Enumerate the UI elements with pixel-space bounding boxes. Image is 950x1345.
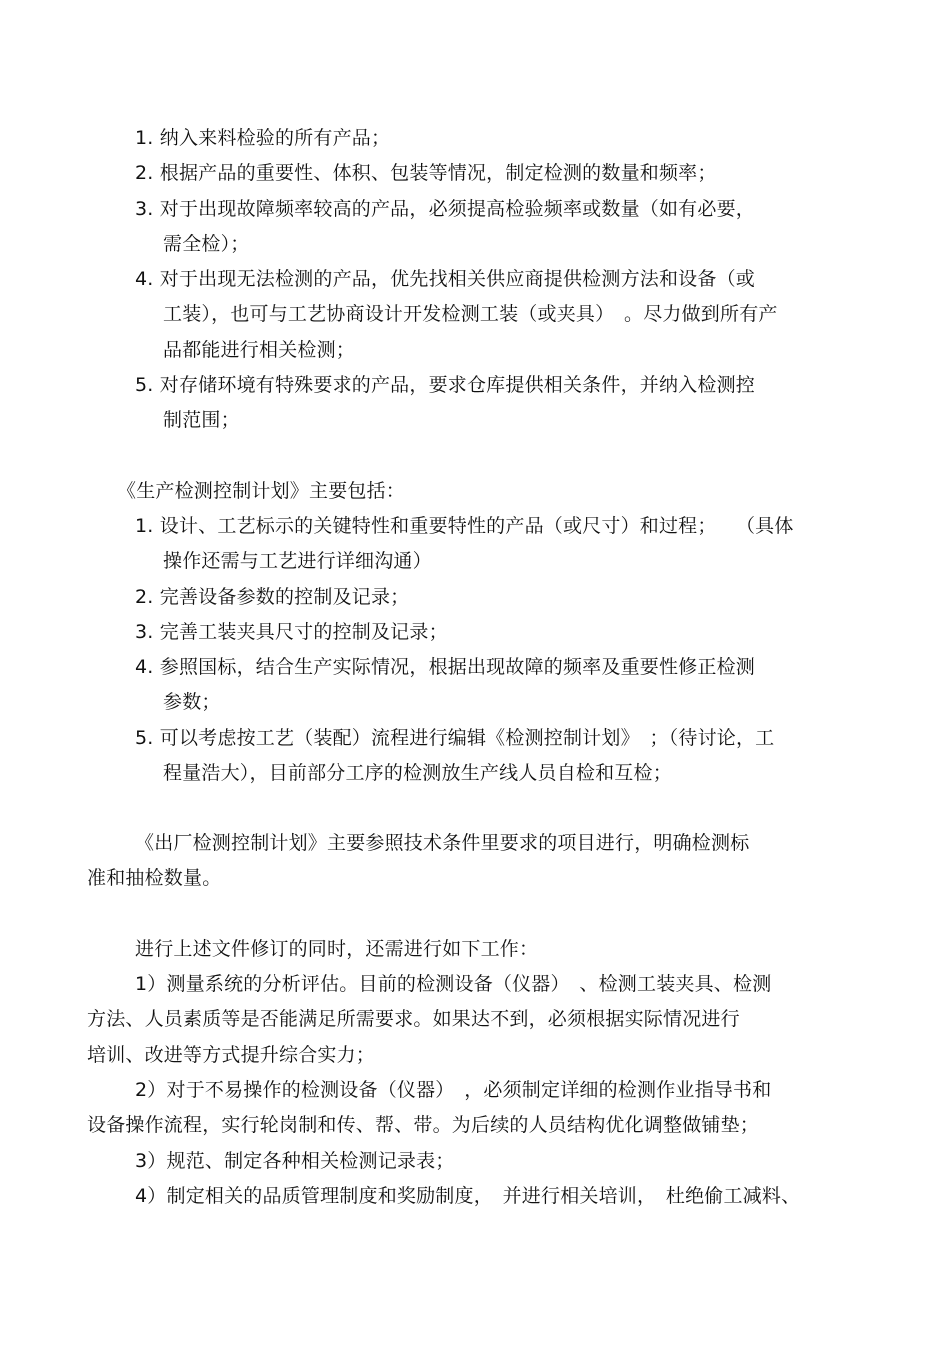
outgoing-para-line-2: 准和抽检数量。 bbox=[87, 867, 222, 889]
outgoing-para-line-1: 《出厂检测控制计划》主要参照技术条件里要求的项目进行，明确检测标 bbox=[135, 832, 750, 854]
work-item-1: 1）测量系统的分析评估。目前的检测设备（仪器） 、检测工装夹具、检测 bbox=[135, 973, 772, 995]
incoming-item-5-cont: 制范围； bbox=[163, 409, 240, 431]
production-item-5: 5. 可以考虑按工艺（装配）流程进行编辑《检测控制计划》 ；（待讨论，工 bbox=[135, 727, 775, 749]
production-item-4-cont: 参数； bbox=[163, 691, 221, 713]
work-intro: 进行上述文件修订的同时，还需进行如下工作： bbox=[135, 938, 539, 960]
incoming-item-4-cont-1: 工装），也可与工艺协商设计开发检测工装（或夹具） 。尽力做到所有产 bbox=[163, 303, 778, 325]
work-item-1-cont-2: 培训、改进等方式提升综合实力； bbox=[87, 1044, 376, 1066]
incoming-item-4: 4. 对于出现无法检测的产品，优先找相关供应商提供检测方法和设备（或 bbox=[135, 268, 755, 290]
work-item-2: 2）对于不易操作的检测设备（仪器） ，必须制定详细的检测作业指导书和 bbox=[135, 1079, 772, 1101]
incoming-item-5: 5. 对存储环境有特殊要求的产品，要求仓库提供相关条件，并纳入检测控 bbox=[135, 374, 755, 396]
incoming-item-3: 3. 对于出现故障频率较高的产品，必须提高检验频率或数量（如有必要， bbox=[135, 198, 755, 220]
production-item-4: 4. 参照国标，结合生产实际情况，根据出现故障的频率及重要性修正检测 bbox=[135, 656, 755, 678]
work-item-1-cont-1: 方法、人员素质等是否能满足所需要求。如果达不到，必须根据实际情况进行 bbox=[87, 1008, 740, 1030]
incoming-item-1: 1. 纳入来料检验的所有产品； bbox=[135, 127, 391, 149]
production-item-1: 1. 设计、工艺标示的关键特性和重要特性的产品（或尺寸）和过程； （具体 bbox=[135, 515, 794, 537]
incoming-item-4-cont-2: 品都能进行相关检测； bbox=[163, 339, 356, 361]
production-item-2: 2. 完善设备参数的控制及记录； bbox=[135, 586, 410, 608]
work-item-4: 4）制定相关的品质管理制度和奖励制度， 并进行相关培训， 杜绝偷工减料、 bbox=[135, 1185, 801, 1207]
incoming-item-2: 2. 根据产品的重要性、体积、包装等情况，制定检测的数量和频率； bbox=[135, 162, 717, 184]
production-item-1-cont: 操作还需与工艺进行详细沟通） bbox=[163, 550, 432, 572]
production-heading: 《生产检测控制计划》主要包括： bbox=[117, 480, 406, 502]
production-item-3: 3. 完善工装夹具尺寸的控制及记录； bbox=[135, 621, 448, 643]
work-item-2-cont: 设备操作流程，实行轮岗制和传、帮、带。为后续的人员结构优化调整做铺垫； bbox=[87, 1114, 760, 1136]
production-item-5-cont: 程量浩大），目前部分工序的检测放生产线人员自检和互检； bbox=[163, 762, 672, 784]
incoming-item-3-cont: 需全检）； bbox=[163, 233, 250, 255]
work-item-3: 3）规范、制定各种相关检测记录表； bbox=[135, 1150, 455, 1172]
